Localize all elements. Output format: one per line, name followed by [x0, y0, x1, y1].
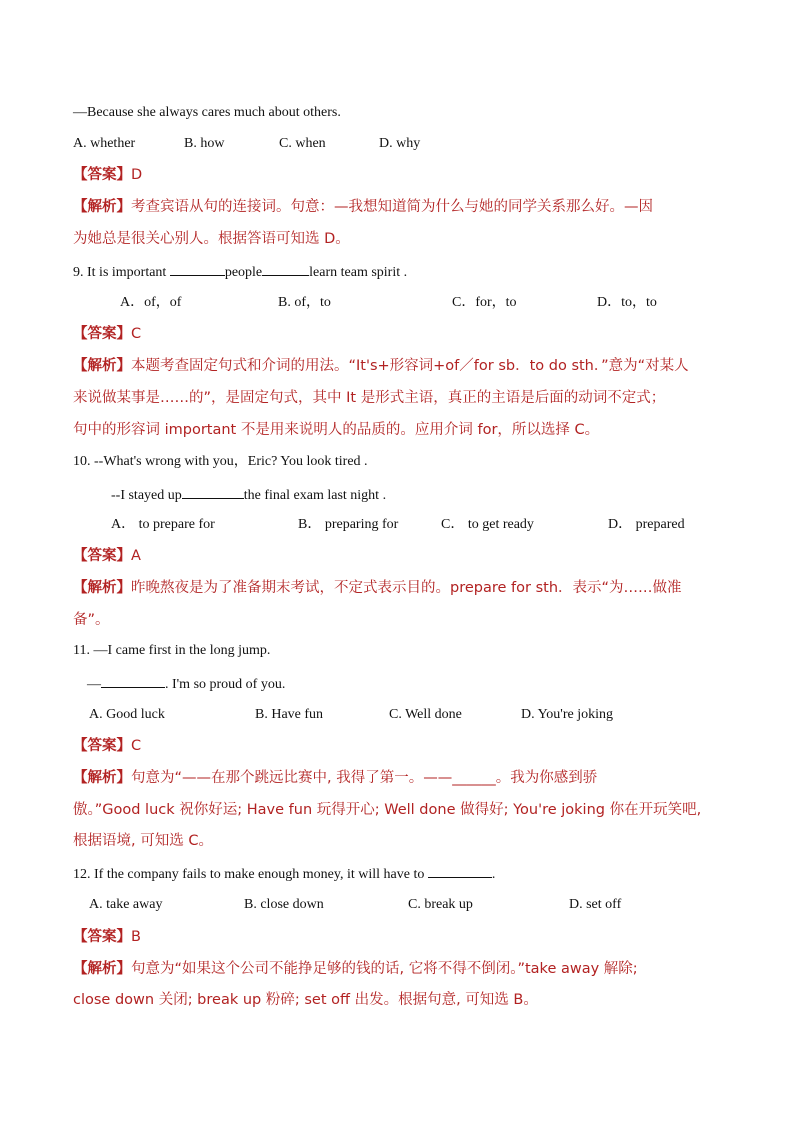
answer-value: C [131, 326, 142, 342]
q12-analysis-line-1 [73, 959, 638, 979]
q11-analysis-line-1 [73, 768, 597, 788]
blank-line [170, 261, 225, 276]
q9-stem-post: learn team spirit . [309, 265, 408, 280]
q9-stem [73, 261, 407, 283]
answer-value: A [131, 548, 141, 564]
q8-option-c: C. when [279, 136, 326, 151]
q12-stem [73, 863, 495, 885]
q9-stem-pre: 9. It is important [73, 265, 170, 280]
q8-options [0, 134, 794, 154]
q11-answer [73, 736, 141, 756]
q12-options [0, 895, 794, 915]
analysis-text: 昨晚熬夜是为了准备期末考试，不定式表示目的。prepare for sth．表示“为……做准 [131, 580, 682, 596]
analysis-text: 本题考查固定句式和介词的用法。“It's+形容词+of／for sb．to do sth．”意为“对某人 [131, 358, 689, 374]
q10-analysis-line-1 [73, 578, 682, 598]
q10-option-b: B． preparing for [298, 517, 399, 532]
blank-line [182, 484, 244, 499]
q8-option-a: A. whether [73, 136, 136, 151]
analysis-text: 考查宾语从句的连接词。句意：—我想知道简为什么与她的同学关系那么好。—因 [131, 199, 653, 215]
answer-value: C [131, 738, 142, 754]
q9-analysis-line-3: 句中的形容词 important 不是用来说明人的品质的。应用介词 for，所以选择 C。 [73, 422, 600, 438]
blank-line [428, 863, 492, 878]
answer-tag: 【答案】 [73, 548, 131, 564]
q11-options [0, 705, 794, 725]
q11-option-c: C. Well done [389, 707, 462, 722]
q12-option-a: A. take away [89, 897, 163, 912]
q12-answer [73, 927, 141, 947]
q8-option-d: D. why [379, 136, 421, 151]
q12-option-c: C. break up [408, 897, 473, 912]
q8-answer-line: —Because she always cares much about others. [73, 105, 341, 120]
blank-line [101, 673, 165, 688]
answer-tag: 【答案】 [73, 167, 131, 183]
q10-stem: 10. --What's wrong with you，Eric? You look tired . [73, 454, 368, 469]
q9-analysis-line-2: 来说做某事是……的”，是固定句式，其中 It 是形式主语，真正的主语是后面的动词不定式； [73, 390, 666, 406]
q10-response [111, 484, 386, 506]
q8-analysis-line-1 [73, 197, 653, 217]
answer-tag: 【答案】 [73, 738, 131, 754]
q9-analysis-line-1 [73, 356, 689, 376]
blank-line [262, 261, 309, 276]
answer-value: D [131, 167, 143, 183]
q10-option-a: A． to prepare for [111, 517, 215, 532]
q9-answer [73, 324, 141, 344]
q11-response-post: . I'm so proud of you. [165, 677, 286, 692]
answer-tag: 【答案】 [73, 929, 131, 945]
q10-response-pre: --I stayed up [111, 488, 182, 503]
q8-option-b: B. how [184, 136, 225, 151]
q9-option-c: C．for，to [452, 295, 517, 310]
q10-analysis-line-2: 备”。 [73, 612, 110, 628]
q12-stem-post: . [491, 867, 496, 882]
analysis-tag: 【解析】 [73, 770, 131, 786]
analysis-tag: 【解析】 [73, 961, 131, 977]
q11-response-pre: — [87, 677, 101, 692]
q9-options [0, 293, 794, 313]
q9-option-a: A．of，of [120, 295, 182, 310]
q8-analysis-line-2: 为她总是很关心别人。根据答语可知选 D。 [73, 231, 350, 247]
q9-option-b: B. of，to [278, 295, 331, 310]
analysis-text: 句意为“——在那个跳远比赛中, 我得了第一。——______。我为你感到骄 [131, 770, 598, 786]
q12-analysis-line-2: close down 关闭; break up 粉碎; set off 出发。根据句意, 可知选 B。 [73, 992, 538, 1008]
analysis-tag: 【解析】 [73, 580, 131, 596]
q11-option-b: B. Have fun [255, 707, 324, 722]
q12-option-d: D. set off [569, 897, 622, 912]
q9-option-d: D．to，to [597, 295, 657, 310]
q10-answer [73, 546, 141, 566]
q10-option-d: D． prepared [608, 517, 685, 532]
q11-analysis-line-3: 根据语境, 可知选 C。 [73, 833, 213, 849]
q10-options [0, 515, 794, 535]
q8-answer [73, 165, 142, 185]
q11-option-d: D. You're joking [521, 707, 613, 722]
answer-value: B [131, 929, 141, 945]
q11-analysis-line-2: 傲。”Good luck 祝你好运; Have fun 玩得开心; Well done 做得好; You're joking 你在开玩笑吧, [73, 802, 702, 818]
q10-option-c: C． to get ready [441, 517, 534, 532]
q11-option-a: A. Good luck [89, 707, 165, 722]
q12-stem-pre: 12. If the company fails to make enough money, it will have to [73, 867, 428, 882]
analysis-tag: 【解析】 [73, 358, 131, 374]
analysis-text: 句意为“如果这个公司不能挣足够的钱的话, 它将不得不倒闭。”take away 解除; [131, 961, 638, 977]
analysis-tag: 【解析】 [73, 199, 131, 215]
q9-stem-mid: people [224, 265, 263, 280]
answer-tag: 【答案】 [73, 326, 131, 342]
q12-option-b: B. close down [244, 897, 324, 912]
q11-stem: 11. —I came first in the long jump. [73, 643, 271, 658]
q10-response-post: the final exam last night . [243, 488, 387, 503]
q11-response [87, 673, 285, 695]
